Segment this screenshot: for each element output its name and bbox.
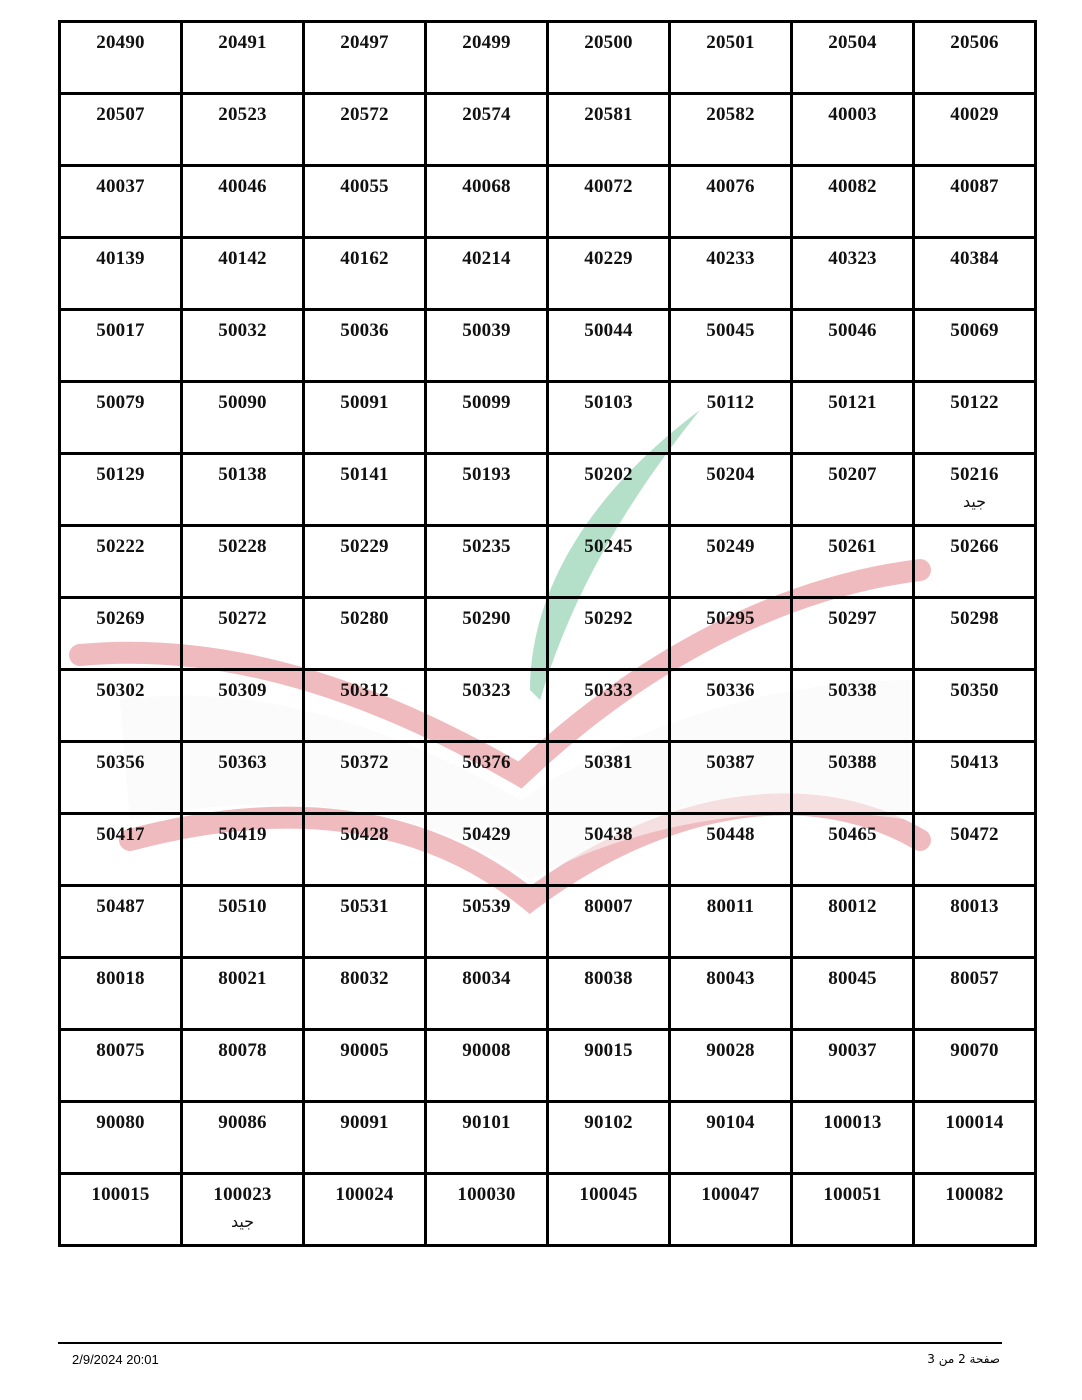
table-cell (548, 1102, 670, 1174)
table-cell (548, 526, 670, 598)
cell-number: 40029 (950, 104, 999, 125)
cell-number: 50290 (462, 608, 511, 629)
table-cell (914, 310, 1036, 382)
table-cell (792, 670, 914, 742)
cell-number: 80043 (706, 968, 755, 989)
table-cell (548, 1174, 670, 1246)
cell-number: 50413 (950, 752, 999, 773)
cell-number: 50235 (462, 536, 511, 557)
table-cell (304, 1030, 426, 1102)
cell-number: 20504 (828, 32, 877, 53)
table-cell (670, 94, 792, 166)
table-row (60, 310, 1036, 382)
table-cell (60, 526, 182, 598)
cell-number: 50202 (584, 464, 633, 485)
table-cell (426, 526, 548, 598)
cell-number: 90028 (706, 1040, 755, 1061)
table-cell (304, 598, 426, 670)
table-cell (182, 454, 304, 526)
table-cell (60, 310, 182, 382)
cell-number: 50465 (828, 824, 877, 845)
cell-number: 50472 (950, 824, 999, 845)
table-cell (792, 886, 914, 958)
table-row (60, 22, 1036, 94)
cell-number: 50272 (218, 608, 267, 629)
table-cell (914, 814, 1036, 886)
table-cell (548, 454, 670, 526)
cell-number: 50417 (96, 824, 145, 845)
cell-number: 40003 (828, 104, 877, 125)
table-cell (914, 526, 1036, 598)
table-cell (60, 886, 182, 958)
cell-number: 100024 (335, 1184, 394, 1205)
cell-number: 50138 (218, 464, 267, 485)
cell-number: 50266 (950, 536, 999, 557)
table-cell (548, 670, 670, 742)
cell-number: 20499 (462, 32, 511, 53)
table-cell (914, 166, 1036, 238)
cell-number: 80078 (218, 1040, 267, 1061)
table-cell (426, 598, 548, 670)
cell-number: 90070 (950, 1040, 999, 1061)
cell-number: 50122 (950, 392, 999, 413)
table-cell (670, 742, 792, 814)
table-cell (426, 1102, 548, 1174)
table-cell (304, 382, 426, 454)
table-cell (914, 598, 1036, 670)
cell-number: 100015 (91, 1184, 150, 1205)
table-cell (60, 1174, 182, 1246)
table-row (60, 1174, 1036, 1246)
cell-number: 100051 (823, 1184, 882, 1205)
table-cell (182, 238, 304, 310)
cell-number: 50381 (584, 752, 633, 773)
cell-number: 40139 (96, 248, 145, 269)
cell-number: 40046 (218, 176, 267, 197)
table-cell (914, 958, 1036, 1030)
table-cell (182, 526, 304, 598)
table-cell (304, 814, 426, 886)
cell-number: 50438 (584, 824, 633, 845)
table-row (60, 1102, 1036, 1174)
cell-number: 50245 (584, 536, 633, 557)
table-cell (670, 958, 792, 1030)
cell-number: 80075 (96, 1040, 145, 1061)
cell-number: 50372 (340, 752, 389, 773)
table-cell (182, 166, 304, 238)
table-cell (182, 598, 304, 670)
table-cell (548, 310, 670, 382)
table-cell (60, 670, 182, 742)
cell-number: 50312 (340, 680, 389, 701)
table-row (60, 454, 1036, 526)
table-row (60, 886, 1036, 958)
cell-number: 90101 (462, 1112, 511, 1133)
cell-number: 50448 (706, 824, 755, 845)
cell-number: 50069 (950, 320, 999, 341)
cell-number: 90086 (218, 1112, 267, 1133)
table-cell (792, 310, 914, 382)
table-cell (304, 166, 426, 238)
table-cell (426, 166, 548, 238)
cell-number: 20582 (706, 104, 755, 125)
table-cell (304, 670, 426, 742)
footer-timestamp: 2/9/2024 20:01 (72, 1352, 159, 1367)
table-cell (426, 670, 548, 742)
cell-number: 100013 (823, 1112, 882, 1133)
table-cell (304, 958, 426, 1030)
cell-number: 100023 (213, 1184, 272, 1205)
table-cell (182, 958, 304, 1030)
table-cell (182, 670, 304, 742)
table-cell (548, 166, 670, 238)
cell-number: 50539 (462, 896, 511, 917)
number-grid-table (58, 20, 1037, 1247)
cell-number: 50510 (218, 896, 267, 917)
cell-number: 50112 (706, 392, 755, 413)
cell-grade-note: جيد (962, 492, 987, 511)
cell-number: 50297 (828, 608, 877, 629)
table-cell (792, 94, 914, 166)
table-cell (182, 886, 304, 958)
table-cell (182, 742, 304, 814)
cell-number: 50419 (218, 824, 267, 845)
cell-number: 50032 (218, 320, 267, 341)
cell-number: 40037 (96, 176, 145, 197)
cell-number: 90091 (340, 1112, 389, 1133)
cell-number: 90080 (96, 1112, 145, 1133)
table-cell (670, 886, 792, 958)
cell-number: 20500 (584, 32, 633, 53)
cell-number: 50323 (462, 680, 511, 701)
table-cell (670, 814, 792, 886)
table-row (60, 238, 1036, 310)
cell-number: 100047 (701, 1184, 760, 1205)
cell-number: 20574 (462, 104, 511, 125)
table-cell (792, 166, 914, 238)
table-cell (792, 526, 914, 598)
cell-number: 100082 (945, 1184, 1004, 1205)
table-cell (182, 310, 304, 382)
table-cell (548, 886, 670, 958)
table-cell (426, 1174, 548, 1246)
table-row (60, 598, 1036, 670)
table-cell (670, 238, 792, 310)
table-cell (304, 94, 426, 166)
table-cell (792, 958, 914, 1030)
table-cell (304, 310, 426, 382)
table-row (60, 94, 1036, 166)
table-cell (182, 382, 304, 454)
table-cell (792, 454, 914, 526)
table-cell (60, 1030, 182, 1102)
table-cell (548, 94, 670, 166)
table-cell (60, 958, 182, 1030)
table-cell (426, 94, 548, 166)
cell-number: 80012 (828, 896, 877, 917)
cell-number: 20506 (950, 32, 999, 53)
cell-number: 40229 (584, 248, 633, 269)
cell-number: 50376 (462, 752, 511, 773)
cell-number: 50350 (950, 680, 999, 701)
table-cell (426, 958, 548, 1030)
cell-number: 50292 (584, 608, 633, 629)
table-cell (670, 22, 792, 94)
table-row (60, 526, 1036, 598)
table-cell (426, 742, 548, 814)
cell-number: 40384 (950, 248, 999, 269)
cell-number: 50193 (462, 464, 511, 485)
table-cell (60, 238, 182, 310)
cell-number: 20501 (706, 32, 755, 53)
table-cell (182, 1174, 304, 1246)
table-cell (792, 1102, 914, 1174)
table-cell (670, 526, 792, 598)
table-cell (670, 598, 792, 670)
table-cell (426, 454, 548, 526)
cell-number: 20490 (96, 32, 145, 53)
cell-number: 40214 (462, 248, 511, 269)
cell-number: 80032 (340, 968, 389, 989)
cell-number: 50229 (340, 536, 389, 557)
table-cell (426, 310, 548, 382)
table-cell (426, 814, 548, 886)
table-cell (548, 742, 670, 814)
cell-number: 40162 (340, 248, 389, 269)
cell-number: 50388 (828, 752, 877, 773)
cell-number: 50204 (706, 464, 755, 485)
cell-number: 80007 (584, 896, 633, 917)
table-cell (304, 1174, 426, 1246)
cell-number: 50121 (828, 392, 877, 413)
table-cell (548, 22, 670, 94)
cell-number: 100045 (579, 1184, 638, 1205)
cell-number: 90005 (340, 1040, 389, 1061)
cell-number: 40142 (218, 248, 267, 269)
table-cell (304, 742, 426, 814)
cell-number: 50017 (96, 320, 145, 341)
cell-number: 90102 (584, 1112, 633, 1133)
cell-number: 90037 (828, 1040, 877, 1061)
table-cell (548, 958, 670, 1030)
table-cell (548, 814, 670, 886)
table-row (60, 1030, 1036, 1102)
table-cell (914, 1174, 1036, 1246)
cell-number: 50338 (828, 680, 877, 701)
cell-number: 80045 (828, 968, 877, 989)
cell-number: 50046 (828, 320, 877, 341)
table-cell (914, 238, 1036, 310)
cell-number: 50207 (828, 464, 877, 485)
table-cell (182, 1030, 304, 1102)
cell-number: 50428 (340, 824, 389, 845)
table-cell (914, 22, 1036, 94)
cell-number: 50336 (706, 680, 755, 701)
cell-number: 80013 (950, 896, 999, 917)
table-cell (914, 454, 1036, 526)
cell-number: 20581 (584, 104, 633, 125)
table-cell (182, 94, 304, 166)
cell-number: 50036 (340, 320, 389, 341)
cell-number: 40068 (462, 176, 511, 197)
cell-number: 40323 (828, 248, 877, 269)
table-cell (304, 454, 426, 526)
table-cell (670, 454, 792, 526)
table-cell (792, 742, 914, 814)
table-row (60, 742, 1036, 814)
cell-number: 50091 (340, 392, 389, 413)
table-cell (914, 1102, 1036, 1174)
table-cell (304, 22, 426, 94)
cell-number: 50090 (218, 392, 267, 413)
cell-number: 80057 (950, 968, 999, 989)
table-cell (914, 670, 1036, 742)
cell-number: 80038 (584, 968, 633, 989)
cell-number: 50129 (96, 464, 145, 485)
cell-number: 40087 (950, 176, 999, 197)
cell-number: 20523 (218, 104, 267, 125)
cell-number: 40072 (584, 176, 633, 197)
table-row (60, 670, 1036, 742)
table-cell (60, 166, 182, 238)
table-cell (60, 94, 182, 166)
table-cell (60, 598, 182, 670)
table-cell (670, 1174, 792, 1246)
cell-number: 50222 (96, 536, 145, 557)
cell-number: 50302 (96, 680, 145, 701)
cell-number: 50487 (96, 896, 145, 917)
cell-number: 100030 (457, 1184, 516, 1205)
table-cell (548, 238, 670, 310)
table-cell (792, 1030, 914, 1102)
table-cell (426, 22, 548, 94)
table-cell (792, 382, 914, 454)
cell-number: 50333 (584, 680, 633, 701)
table-cell (60, 814, 182, 886)
table-cell (60, 742, 182, 814)
cell-number: 40082 (828, 176, 877, 197)
table-row (60, 382, 1036, 454)
table-cell (670, 1102, 792, 1174)
table-cell (182, 814, 304, 886)
cell-number: 90015 (584, 1040, 633, 1061)
cell-number: 50295 (706, 608, 755, 629)
cell-number: 50141 (340, 464, 389, 485)
cell-number: 80018 (96, 968, 145, 989)
cell-number: 50099 (462, 392, 511, 413)
table-cell (182, 22, 304, 94)
cell-number: 50356 (96, 752, 145, 773)
table-cell (670, 310, 792, 382)
cell-number: 50079 (96, 392, 145, 413)
cell-number: 20572 (340, 104, 389, 125)
cell-number: 20507 (96, 104, 145, 125)
table-cell (792, 814, 914, 886)
cell-number: 50387 (706, 752, 755, 773)
cell-number: 20497 (340, 32, 389, 53)
cell-number: 80011 (706, 896, 755, 917)
cell-number: 50269 (96, 608, 145, 629)
table-cell (670, 1030, 792, 1102)
footer-divider (58, 1342, 1002, 1344)
table-cell (670, 166, 792, 238)
cell-number: 90008 (462, 1040, 511, 1061)
cell-number: 50039 (462, 320, 511, 341)
table-cell (426, 382, 548, 454)
number-grid-body (60, 22, 1036, 1246)
table-cell (548, 1030, 670, 1102)
cell-number: 50261 (828, 536, 877, 557)
cell-number: 50531 (340, 896, 389, 917)
footer-page-label: صفحة 2 من 3 (927, 1352, 1000, 1366)
table-cell (426, 886, 548, 958)
table-row (60, 166, 1036, 238)
table-cell (914, 886, 1036, 958)
cell-number: 80034 (462, 968, 511, 989)
cell-number: 50298 (950, 608, 999, 629)
table-cell (914, 382, 1036, 454)
table-cell (670, 382, 792, 454)
table-cell (304, 526, 426, 598)
cell-number: 40233 (706, 248, 755, 269)
table-cell (182, 1102, 304, 1174)
table-cell (426, 1030, 548, 1102)
cell-number: 50044 (584, 320, 633, 341)
cell-number: 80021 (218, 968, 267, 989)
table-cell (792, 1174, 914, 1246)
table-cell (548, 382, 670, 454)
table-cell (914, 94, 1036, 166)
table-cell (304, 886, 426, 958)
table-row (60, 958, 1036, 1030)
cell-number: 90104 (706, 1112, 755, 1133)
table-cell (426, 238, 548, 310)
table-cell (792, 238, 914, 310)
cell-number: 50280 (340, 608, 389, 629)
table-cell (670, 670, 792, 742)
table-cell (60, 1102, 182, 1174)
cell-number: 50249 (706, 536, 755, 557)
table-cell (792, 22, 914, 94)
table-cell (914, 742, 1036, 814)
table-cell (914, 1030, 1036, 1102)
cell-number: 50309 (218, 680, 267, 701)
cell-number: 50045 (706, 320, 755, 341)
table-cell (60, 382, 182, 454)
cell-number: 20491 (218, 32, 267, 53)
cell-number: 40055 (340, 176, 389, 197)
cell-number: 50429 (462, 824, 511, 845)
cell-number: 40076 (706, 176, 755, 197)
cell-number: 50228 (218, 536, 267, 557)
cell-number: 50103 (584, 392, 633, 413)
table-cell (60, 454, 182, 526)
cell-grade-note: جيد (230, 1212, 255, 1231)
table-cell (60, 22, 182, 94)
table-row (60, 814, 1036, 886)
table-cell (304, 238, 426, 310)
table-cell (548, 598, 670, 670)
table-cell (304, 1102, 426, 1174)
cell-number: 100014 (945, 1112, 1004, 1133)
table-cell (792, 598, 914, 670)
cell-number: 50363 (218, 752, 267, 773)
cell-number: 50216 (950, 464, 999, 485)
